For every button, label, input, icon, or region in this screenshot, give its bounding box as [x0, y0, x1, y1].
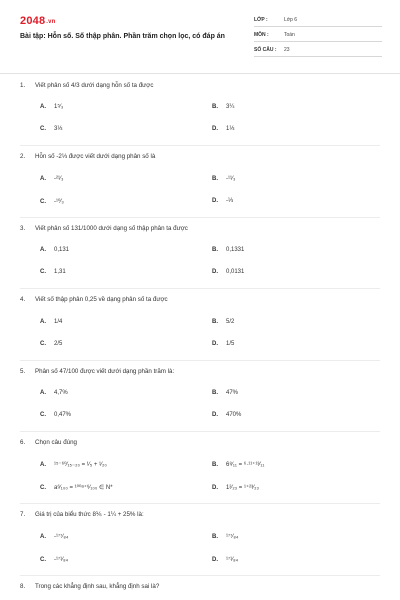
meta-class: LỚP : Lớp 6: [254, 14, 382, 27]
question-3-option-d[interactable]: D. 0,0131: [212, 269, 245, 275]
question-3-option-c[interactable]: C. 1,31: [40, 269, 66, 275]
question-5-option-b[interactable]: B. 47%: [212, 390, 239, 396]
question-5: 5. Phân số 47/100 được viết dưới dạng phần trăm là:: [20, 368, 175, 375]
question-1-option-c[interactable]: C. 3⅓: [40, 126, 63, 132]
worksheet-title: Bài tập: Hỗn số. Số thập phân. Phần trăm chọn lọc, có đáp án: [20, 33, 225, 40]
question-2-option-b[interactable]: B. -¹¹⁄₃: [212, 176, 236, 182]
question-1-option-d[interactable]: D. 1⅓: [212, 126, 235, 132]
question-divider: [20, 503, 380, 504]
question-4-option-a[interactable]: A. 1/4: [40, 319, 63, 325]
question-divider: [20, 575, 380, 576]
question-3: 3. Viết phân số 131/1000 dưới dạng số thập phân ta được: [20, 225, 188, 232]
question-5-option-c[interactable]: C. 0,47%: [40, 412, 72, 418]
site-logo[interactable]: 2048.vn: [20, 15, 56, 27]
question-7-option-c[interactable]: C. -¹⁷¹⁄₈₄: [40, 557, 69, 563]
question-1-option-a[interactable]: A. 1⁵⁄₃: [40, 104, 64, 110]
question-divider: [20, 360, 380, 361]
question-3-option-a[interactable]: A. 0,131: [40, 247, 70, 253]
header-divider: [0, 73, 400, 74]
question-7-option-d[interactable]: D. ¹⁷¹⁄₈₄: [212, 557, 239, 563]
question-divider: [20, 431, 380, 432]
question-6-option-d[interactable]: D. 1²⁄₂₃ = ¹⁺²³⁄₂₃: [212, 485, 259, 491]
question-2-option-d[interactable]: D. -⅓: [212, 198, 234, 204]
question-divider: [20, 217, 380, 218]
question-6-option-b[interactable]: B. 6⁸⁄₁₁ = ⁶·¹¹⁺¹³⁄₁₁: [212, 462, 265, 468]
question-5-option-d[interactable]: D. 470%: [212, 412, 242, 418]
question-1-option-b[interactable]: B. 3¼: [212, 104, 235, 110]
question-4-option-b[interactable]: B. 5/2: [212, 319, 235, 325]
question-2: 2. Hỗn số -2⅓ được viết dưới dạng phân số là: [20, 153, 156, 160]
question-2-option-a[interactable]: A. -²¹⁄₃: [40, 176, 64, 182]
question-4-option-d[interactable]: D. 1/5: [212, 341, 235, 347]
question-3-option-b[interactable]: B. 0,1331: [212, 247, 245, 253]
question-7: 7. Giá trị của biểu thức 8⅙ - 1¼ + 25% là:: [20, 511, 144, 518]
question-4-option-c[interactable]: C. 2/5: [40, 341, 63, 347]
question-4: 4. Viết số thập phân 0,25 về dạng phân số ta được: [20, 296, 168, 303]
question-6-option-a[interactable]: A. ¹⁵⁻⁶⁰⁄₁₅₋₂₀ = ¹⁄₅ + ¹⁄₂₀: [40, 462, 107, 468]
page-header: [0, 0, 400, 72]
meta-question-count: SỐ CÂU : 23: [254, 44, 382, 57]
question-2-option-c[interactable]: C. -¹⁰⁄₃: [40, 199, 64, 205]
question-7-option-b[interactable]: B. ¹⁷⁷⁄₈₄: [212, 534, 239, 540]
question-divider: [20, 288, 380, 289]
question-5-option-a[interactable]: A. 4,7%: [40, 390, 68, 396]
question-7-option-a[interactable]: A. -¹⁷⁷⁄₈₄: [40, 534, 69, 540]
meta-subject: MÔN : Toán: [254, 29, 382, 42]
question-6-option-c[interactable]: C. a⁶⁄₁₀₀ = ¹⁰⁰ᵃ⁺⁶⁄₁₀₀ ∈ N*: [40, 485, 113, 491]
question-1: 1. Viết phân số 4/3 dưới dạng hỗn số ta được: [20, 82, 154, 89]
question-8: 8. Trong các khẳng định sau, khẳng định sai là?: [20, 583, 160, 590]
question-divider: [20, 145, 380, 146]
question-6: 6. Chọn câu đúng: [20, 439, 77, 446]
